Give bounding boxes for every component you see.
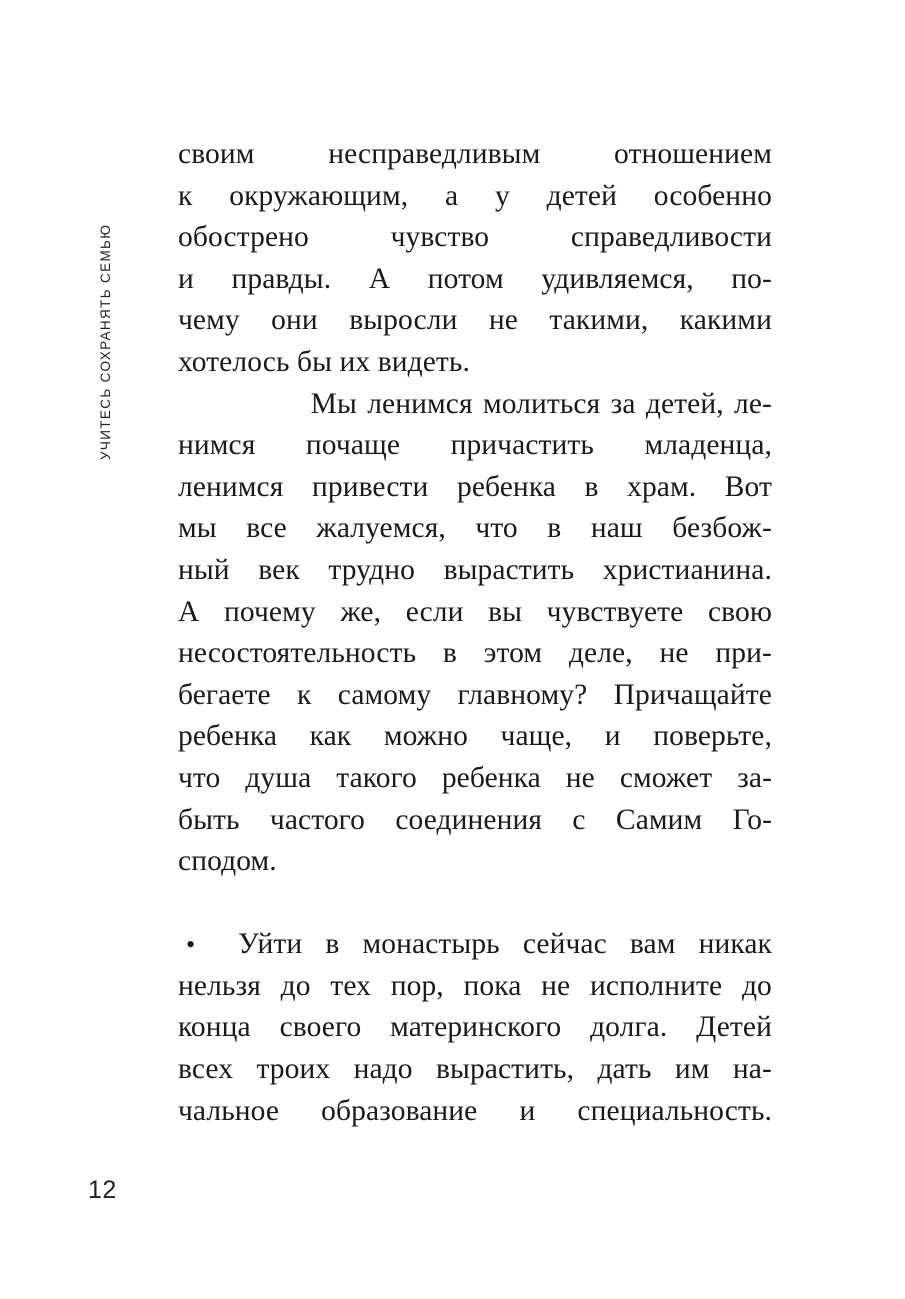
text-line: хотелось бы их видеть. bbox=[178, 345, 470, 378]
text-line: А почему же, если вы чувствуете свою bbox=[178, 595, 772, 628]
text-line: обострено чувство справедливости bbox=[178, 221, 772, 254]
text-line: чему они выросли не такими, какими bbox=[178, 304, 772, 337]
text-line: несостоятельность в этом деле, не при- bbox=[178, 637, 772, 670]
text-line: быть частого соединения с Самим Го- bbox=[178, 803, 772, 836]
text-line: к окружающим, а у детей особенно bbox=[178, 179, 772, 212]
text-line: бегаете к самому главному? Причащайте bbox=[178, 678, 772, 711]
text-line: нельзя до тех пор, пока не исполните до bbox=[178, 969, 772, 1002]
page-number: 12 bbox=[88, 1176, 117, 1204]
bullet-icon: • bbox=[186, 930, 196, 960]
paragraph-my-lenimsya bbox=[178, 384, 772, 883]
text-line: • Уйти в монастырь сейчас вам никак bbox=[178, 924, 772, 966]
text-line: и правды. А потом удивляемся, по- bbox=[178, 262, 772, 295]
paragraph-continuation bbox=[178, 134, 772, 384]
text-line: сподом. bbox=[178, 845, 277, 878]
text-line: конца своего материнского долга. Детей bbox=[178, 1011, 772, 1044]
paragraph-gap bbox=[178, 883, 772, 925]
text-line: всех троих надо вырастить, дать им на- bbox=[178, 1053, 772, 1086]
text-line: ный век трудно вырастить христианина. bbox=[178, 553, 772, 586]
text-line: нимся почаще причастить младенца, bbox=[178, 429, 772, 462]
text-line: мы все жалуемся, что в наш безбож- bbox=[178, 512, 772, 545]
text-line: Мы ленимся молиться за детей, ле- bbox=[310, 387, 772, 420]
text-line: ленимся привести ребенка в храм. Вот bbox=[178, 470, 772, 503]
text-line: что душа такого ребенка не сможет за- bbox=[178, 761, 772, 794]
text-line: чальное образование и специальность. bbox=[178, 1094, 772, 1127]
body-text-column bbox=[178, 134, 772, 1132]
text-line: своим несправедливым отношением bbox=[178, 138, 772, 170]
text-line: ребенка как можно чаще, и поверьте, bbox=[178, 720, 772, 753]
paragraph-bulleted-monastyr bbox=[178, 924, 772, 1132]
running-head: УЧИТЕСЬ СОХРАНЯТЬ СЕМЬЮ bbox=[98, 223, 113, 460]
